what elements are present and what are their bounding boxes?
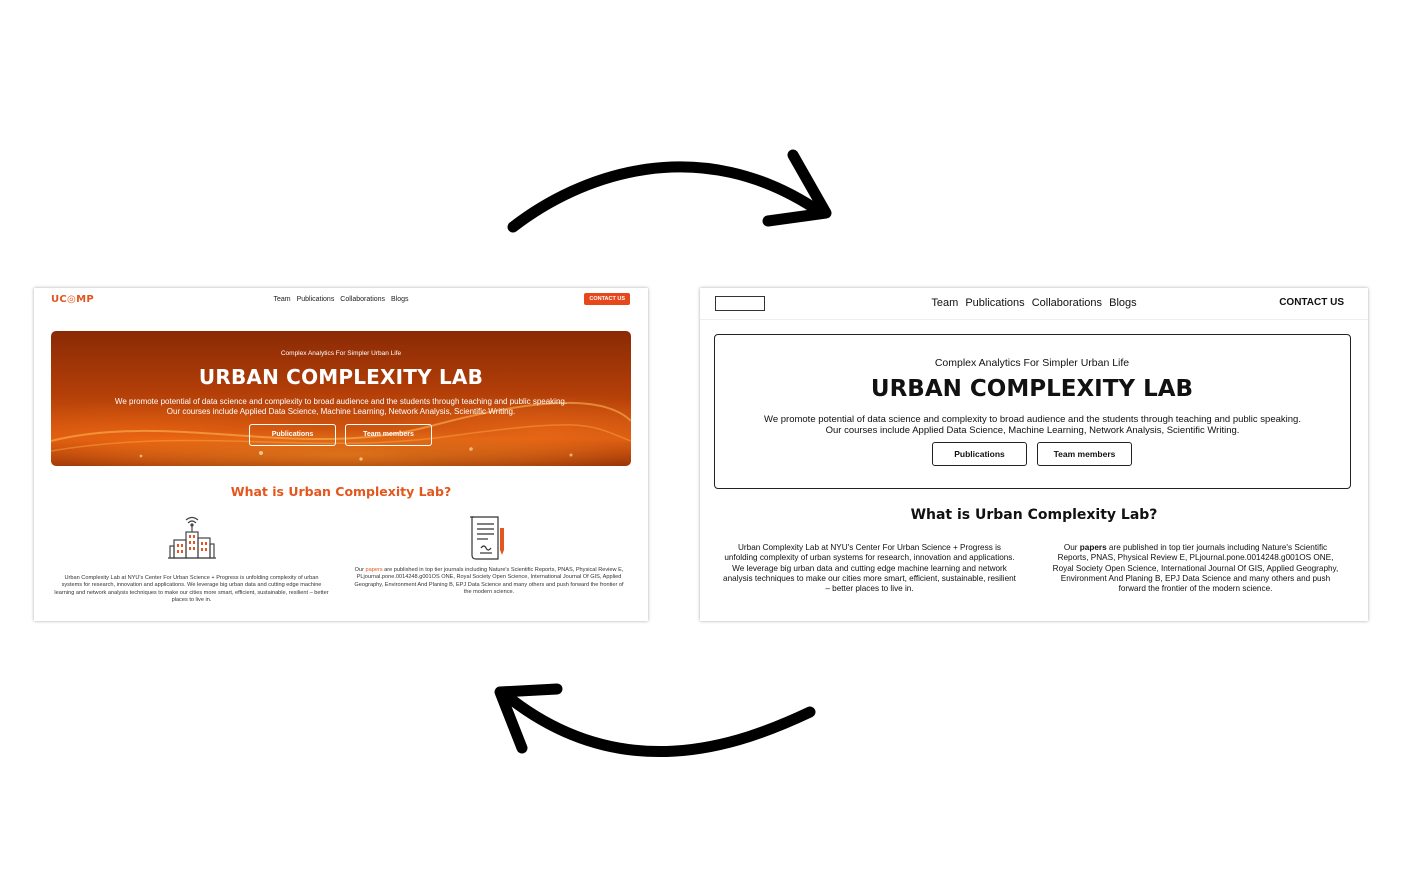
nav-team[interactable]: Team: [273, 296, 291, 303]
curved-arrow-right-icon: [513, 155, 826, 227]
wireframe-hero-tagline: Complex Analytics For Simpler Urban Life: [934, 357, 1130, 369]
papers-link[interactable]: papers: [365, 567, 383, 573]
section-title: What is Urban Complexity Lab?: [230, 484, 452, 499]
wireframe-contact-us[interactable]: CONTACT US: [1279, 297, 1344, 308]
wireframe-about-lab-text: Urban Complexity Lab at NYU's Center For Urban Science + Progress is unfolding complexity of urban systems for research, innovation and applications. We leverage big urban data and cutting edge machine learning and network analysis techniques to make our cities more smart, efficient, sustainable, resilient – better places to live in.: [723, 543, 1016, 594]
hero-description: [61, 397, 621, 417]
hero-description-line-1: We promote potential of data science and complexity to broad audience and the students through teaching and public speaking.: [114, 397, 568, 406]
wireframe-publications-text-pre: Our: [1063, 543, 1080, 552]
wireframe-nav-blogs[interactable]: Blogs: [1109, 297, 1137, 309]
wireframe-hero-description: [720, 414, 1345, 436]
wireframe-hero: [714, 334, 1351, 489]
hero-description-line-2: Our courses include Applied Data Science, Machine Learning, Network Analysis, Scientific Writing.: [166, 407, 516, 416]
wireframe-navbar: [700, 288, 1368, 320]
wireframe-nav-links: [700, 297, 1368, 309]
ucomp-logo[interactable]: UC◎MP: [51, 294, 94, 305]
publications-text: [352, 567, 626, 597]
research-paper-icon: [468, 514, 510, 562]
wireframe-publications-text-post: are published in top tier journals including Nature's Scientific Reports, PNAS, Physical Review E, PLjournal.pone.0014248.g001OS ONE, Royal Society Open Science, International Journal Of GIS, Applied Geography, Environment And Planing B, EPJ Data Science and many others and push forward the frontier of the modern science.: [1052, 543, 1339, 594]
wireframe-section-title: What is Urban Complexity Lab?: [910, 507, 1158, 523]
wireframe-publications-text: [1048, 543, 1343, 594]
navbar: [34, 288, 648, 312]
city-buildings-icon: [168, 514, 216, 560]
styled-site-screenshot: [34, 288, 648, 621]
nav-blogs[interactable]: Blogs: [390, 296, 409, 303]
contact-us-button[interactable]: CONTACT US: [584, 293, 630, 305]
wireframe-screenshot: [700, 288, 1368, 621]
hero-banner: [51, 331, 631, 466]
publications-text-post: are published in top tier journals including Nature's Scientific Reports, PNAS, Physical Review E, PLjournal.pone.0014248.g001OS ONE, Royal Society Open Science, International Journal Of GIS, Applied Geography, Environment And Planing B, EPJ Data Science and many others and push forward the frontier of the modern science.: [354, 567, 624, 596]
publications-button[interactable]: Publications: [249, 424, 336, 446]
wireframe-nav-collaborations[interactable]: Collaborations: [1031, 297, 1103, 309]
curved-arrow-left-icon: [500, 689, 810, 752]
team-members-button[interactable]: Team members: [345, 424, 432, 446]
wireframe-papers-link[interactable]: papers: [1079, 543, 1107, 552]
wireframe-hero-description-line-2: Our courses include Applied Data Science, Machine Learning, Network Analysis, Scientific Writing.: [825, 425, 1240, 436]
nav-links: [34, 296, 648, 303]
wireframe-hero-title: URBAN COMPLEXITY LAB: [870, 376, 1194, 402]
hero-title: URBAN COMPLEXITY LAB: [198, 365, 484, 389]
wireframe-nav-publications[interactable]: Publications: [965, 297, 1025, 309]
wireframe-nav-team[interactable]: Team: [931, 297, 959, 309]
wireframe-publications-button[interactable]: Publications: [932, 442, 1027, 466]
hero-tagline: Complex Analytics For Simpler Urban Life: [280, 350, 402, 357]
nav-collaborations[interactable]: Collaborations: [340, 296, 386, 303]
nav-publications[interactable]: Publications: [296, 296, 335, 303]
wireframe-team-members-button[interactable]: Team members: [1037, 442, 1132, 466]
about-lab-text: Urban Complexity Lab at NYU's Center For Urban Science + Progress is unfolding complexity of urban systems for research, innovation and applications. We leverage big urban data and cutting edge machine learning and network analysis techniques to make our cities more smart, efficient, sustainable, resilient – better places to live in.: [54, 575, 329, 604]
wireframe-hero-description-line-1: We promote potential of data science and complexity to broad audience and the students through teaching and public speaking.: [764, 414, 1301, 425]
publications-text-pre: Our: [354, 567, 366, 573]
